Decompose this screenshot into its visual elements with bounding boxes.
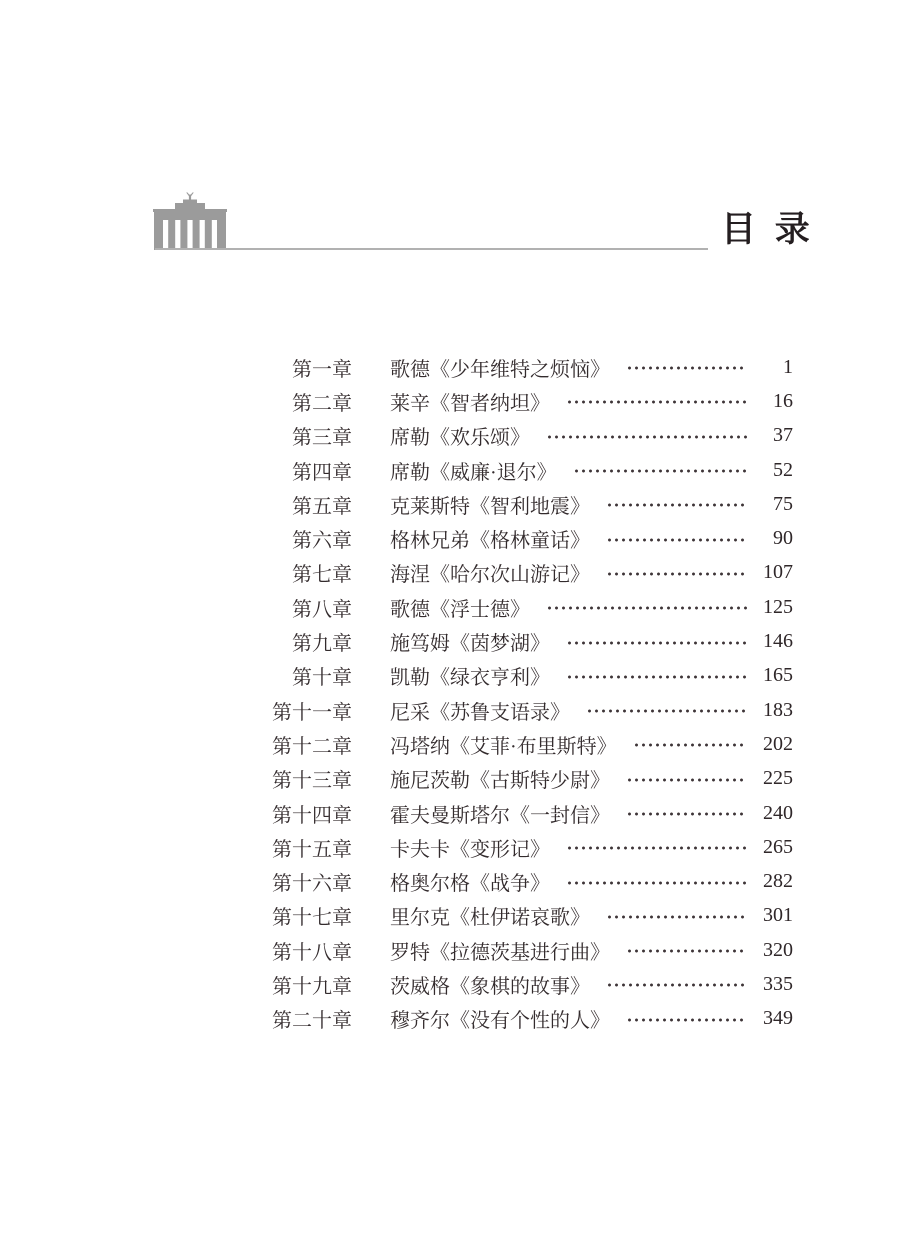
page-number: 349: [763, 1007, 793, 1030]
chapter-label: 第十九章: [272, 975, 352, 998]
page-number: 282: [763, 870, 793, 893]
entry-title: 格奥尔格《战争》: [390, 873, 550, 896]
dot-leader: [606, 502, 747, 508]
dot-leader: [546, 605, 747, 611]
toc-entry: [272, 659, 793, 693]
toc-entry: [272, 967, 793, 1001]
chapter-label: 第二章: [292, 392, 352, 415]
page-number: 183: [763, 698, 793, 721]
toc-entry: [272, 384, 793, 418]
entry-title: 冯塔纳《艾菲·布里斯特》: [390, 735, 617, 758]
toc-list: [272, 350, 793, 1036]
entry-title: 莱辛《智者纳坦》: [390, 392, 550, 415]
toc-entry: [272, 1002, 793, 1036]
toc-entry: [272, 933, 793, 967]
entry-title: 凯勒《绿衣亨利》: [390, 667, 550, 690]
chapter-label: 第十章: [292, 667, 352, 690]
toc-entry: [272, 899, 793, 933]
dot-leader: [566, 845, 747, 851]
page-number: 165: [763, 664, 793, 687]
dot-leader: [626, 948, 747, 954]
dot-leader: [546, 434, 747, 440]
page-number: 240: [763, 801, 793, 824]
page-number: 1: [783, 355, 793, 378]
toc-entry: [272, 453, 793, 487]
dot-leader: [606, 914, 747, 920]
toc-entry: [272, 521, 793, 555]
entry-title: 施笃姆《茵梦湖》: [390, 633, 550, 656]
chapter-label: 第十四章: [272, 804, 352, 827]
entry-title: 尼采《苏鲁支语录》: [390, 701, 570, 724]
toc-entry: [272, 350, 793, 384]
page-number: 107: [763, 561, 793, 584]
entry-title: 海涅《哈尔次山游记》: [390, 564, 590, 587]
toc-entry: [272, 796, 793, 830]
entry-title: 歌德《少年维特之烦恼》: [390, 358, 610, 381]
page-number: 16: [773, 389, 793, 412]
toc-entry: [272, 727, 793, 761]
toc-entry: [272, 864, 793, 898]
chapter-label: 第四章: [292, 461, 352, 484]
chapter-label: 第十六章: [272, 873, 352, 896]
toc-entry: [272, 419, 793, 453]
dot-leader: [566, 399, 747, 405]
page-number: 90: [773, 527, 793, 550]
entry-title: 席勒《威廉·退尔》: [390, 461, 557, 484]
page-number: 146: [763, 630, 793, 653]
page-number: 320: [763, 938, 793, 961]
toc-entry: [272, 487, 793, 521]
entry-title: 施尼茨勒《古斯特少尉》: [390, 770, 610, 793]
dot-leader: [626, 811, 747, 817]
toc-entry: [272, 693, 793, 727]
entry-title: 格林兄弟《格林童话》: [390, 530, 590, 553]
chapter-label: 第一章: [292, 358, 352, 381]
entry-title: 霍夫曼斯塔尔《一封信》: [390, 804, 610, 827]
toc-entry: [272, 624, 793, 658]
entry-title: 克莱斯特《智利地震》: [390, 495, 590, 518]
entry-title: 罗特《拉德茨基进行曲》: [390, 941, 610, 964]
chapter-label: 第十三章: [272, 770, 352, 793]
toc-entry: [272, 590, 793, 624]
entry-title: 歌德《浮士德》: [390, 598, 530, 621]
page-number: 301: [763, 904, 793, 927]
page-number: 225: [763, 767, 793, 790]
dot-leader: [633, 742, 747, 748]
dot-leader: [606, 982, 747, 988]
chapter-label: 第七章: [292, 564, 352, 587]
chapter-label: 第十八章: [272, 941, 352, 964]
header-rule: [155, 248, 708, 250]
toc-entry: [272, 830, 793, 864]
entry-title: 席勒《欢乐颂》: [390, 427, 530, 450]
entry-title: 卡夫卡《变形记》: [390, 838, 550, 861]
chapter-label: 第十七章: [272, 907, 352, 930]
entry-title: 茨威格《象棋的故事》: [390, 975, 590, 998]
dot-leader: [566, 640, 747, 646]
toc-entry: [272, 556, 793, 590]
chapter-label: 第三章: [292, 427, 352, 450]
chapter-label: 第十一章: [272, 701, 352, 724]
entry-title: 穆齐尔《没有个性的人》: [390, 1010, 610, 1033]
dot-leader: [606, 571, 747, 577]
page-title: 目 录: [721, 210, 815, 249]
dot-leader: [626, 777, 747, 783]
page-number: 37: [773, 424, 793, 447]
chapter-label: 第二十章: [272, 1010, 352, 1033]
dot-leader: [586, 708, 747, 714]
dot-leader: [606, 537, 747, 543]
page-number: 265: [763, 835, 793, 858]
chapter-label: 第九章: [292, 633, 352, 656]
dot-leader: [626, 1017, 747, 1023]
chapter-label: 第十二章: [272, 735, 352, 758]
dot-leader: [626, 365, 747, 371]
chapter-label: 第五章: [292, 495, 352, 518]
page-number: 335: [763, 972, 793, 995]
brandenburg-gate-icon: [152, 192, 228, 251]
page-number: 202: [763, 732, 793, 755]
chapter-label: 第八章: [292, 598, 352, 621]
page-number: 75: [773, 492, 793, 515]
chapter-label: 第六章: [292, 530, 352, 553]
dot-leader: [566, 880, 747, 886]
entry-title: 里尔克《杜伊诺哀歌》: [390, 907, 590, 930]
page-number: 52: [773, 458, 793, 481]
page-number: 125: [763, 595, 793, 618]
dot-leader: [573, 468, 747, 474]
toc-entry: [272, 762, 793, 796]
dot-leader: [566, 674, 747, 680]
chapter-label: 第十五章: [272, 838, 352, 861]
